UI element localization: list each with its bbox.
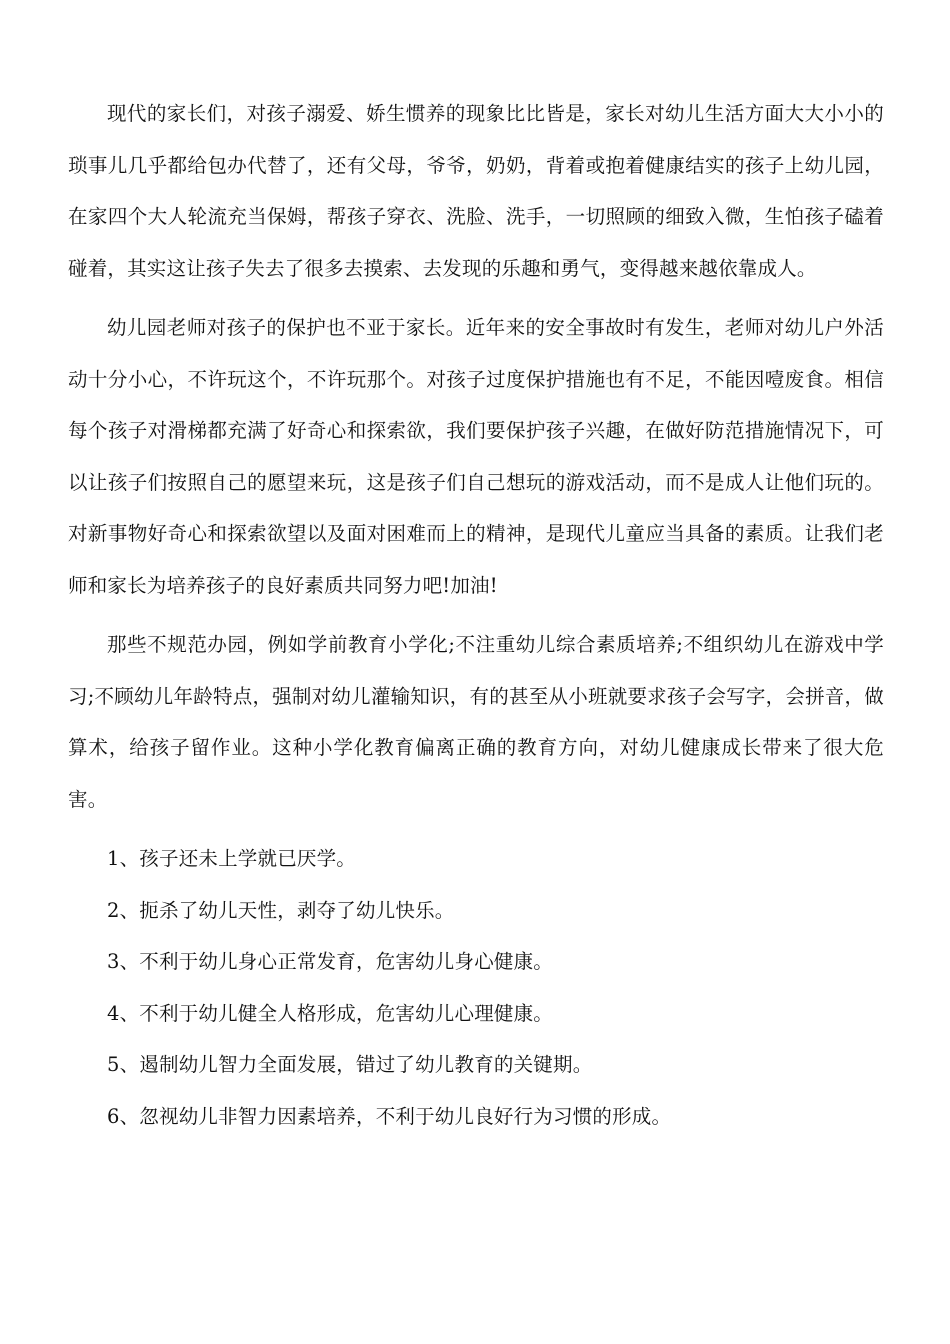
paragraph-teacher-overprotection: 幼儿园老师对孩子的保护也不亚于家长。近年来的安全事故时有发生，老师对幼儿户外活动十分小心，不许玩这个，不许玩那个。对孩子过度保护措施也有不足，不能因噎废食。相信每个孩子对滑梯都充满了好奇心和探索欲，我们要保护孩子兴趣，在做好防范措施情况下，可以让孩子们按照自己的愿望来玩，这是孩子们自己想玩的游戏活动，而不是成人让他们玩的。对新事物好奇心和探索欲望以及面对困难而上的精神，是现代儿童应当具备的素质。让我们老师和家长为培养孩子的良好素质共同努力吧!加油! [68,316,884,597]
list-item: 4、不利于幼儿健全人格形成，危害幼儿心理健康。 [107,1001,554,1025]
paragraph-irregular-kindergartens: 那些不规范办园，例如学前教育小学化;不注重幼儿综合素质培养;不组织幼儿在游戏中学习;不顾幼儿年龄特点，强制对幼儿灌输知识，有的甚至从小班就要求孩子会写字，会拼音，做算术，给孩子留作业。这种小学化教育偏离正确的教育方向，对幼儿健康成长带来了很大危害。 [68,633,884,811]
document-body [68,88,884,1142]
list-item: 1、孩子还未上学就已厌学。 [107,847,357,870]
harms-list [68,833,884,1142]
list-item: 3、不利于幼儿身心正常发育，危害幼儿身心健康。 [107,950,554,973]
list-item: 2、扼杀了幼儿天性，剥夺了幼儿快乐。 [107,898,455,922]
paragraph-parental-overprotection: 现代的家长们，对孩子溺爱、娇生惯养的现象比比皆是，家长对幼儿生活方面大大小小的琐事儿几乎都给包办代替了，还有父母，爷爷，奶奶，背着或抱着健康结实的孩子上幼儿园，在家四个大人轮流充当保姆，帮孩子穿衣、洗脸、洗手，一切照顾的细致入微，生怕孩子磕着碰着，其实这让孩子失去了很多去摸索、去发现的乐趣和勇气，变得越来越依靠成人。 [68,102,884,280]
list-item: 5、遏制幼儿智力全面发展，错过了幼儿教育的关键期。 [107,1053,593,1076]
list-item: 6、忽视幼儿非智力因素培养，不利于幼儿良好行为习惯的形成。 [107,1104,672,1128]
